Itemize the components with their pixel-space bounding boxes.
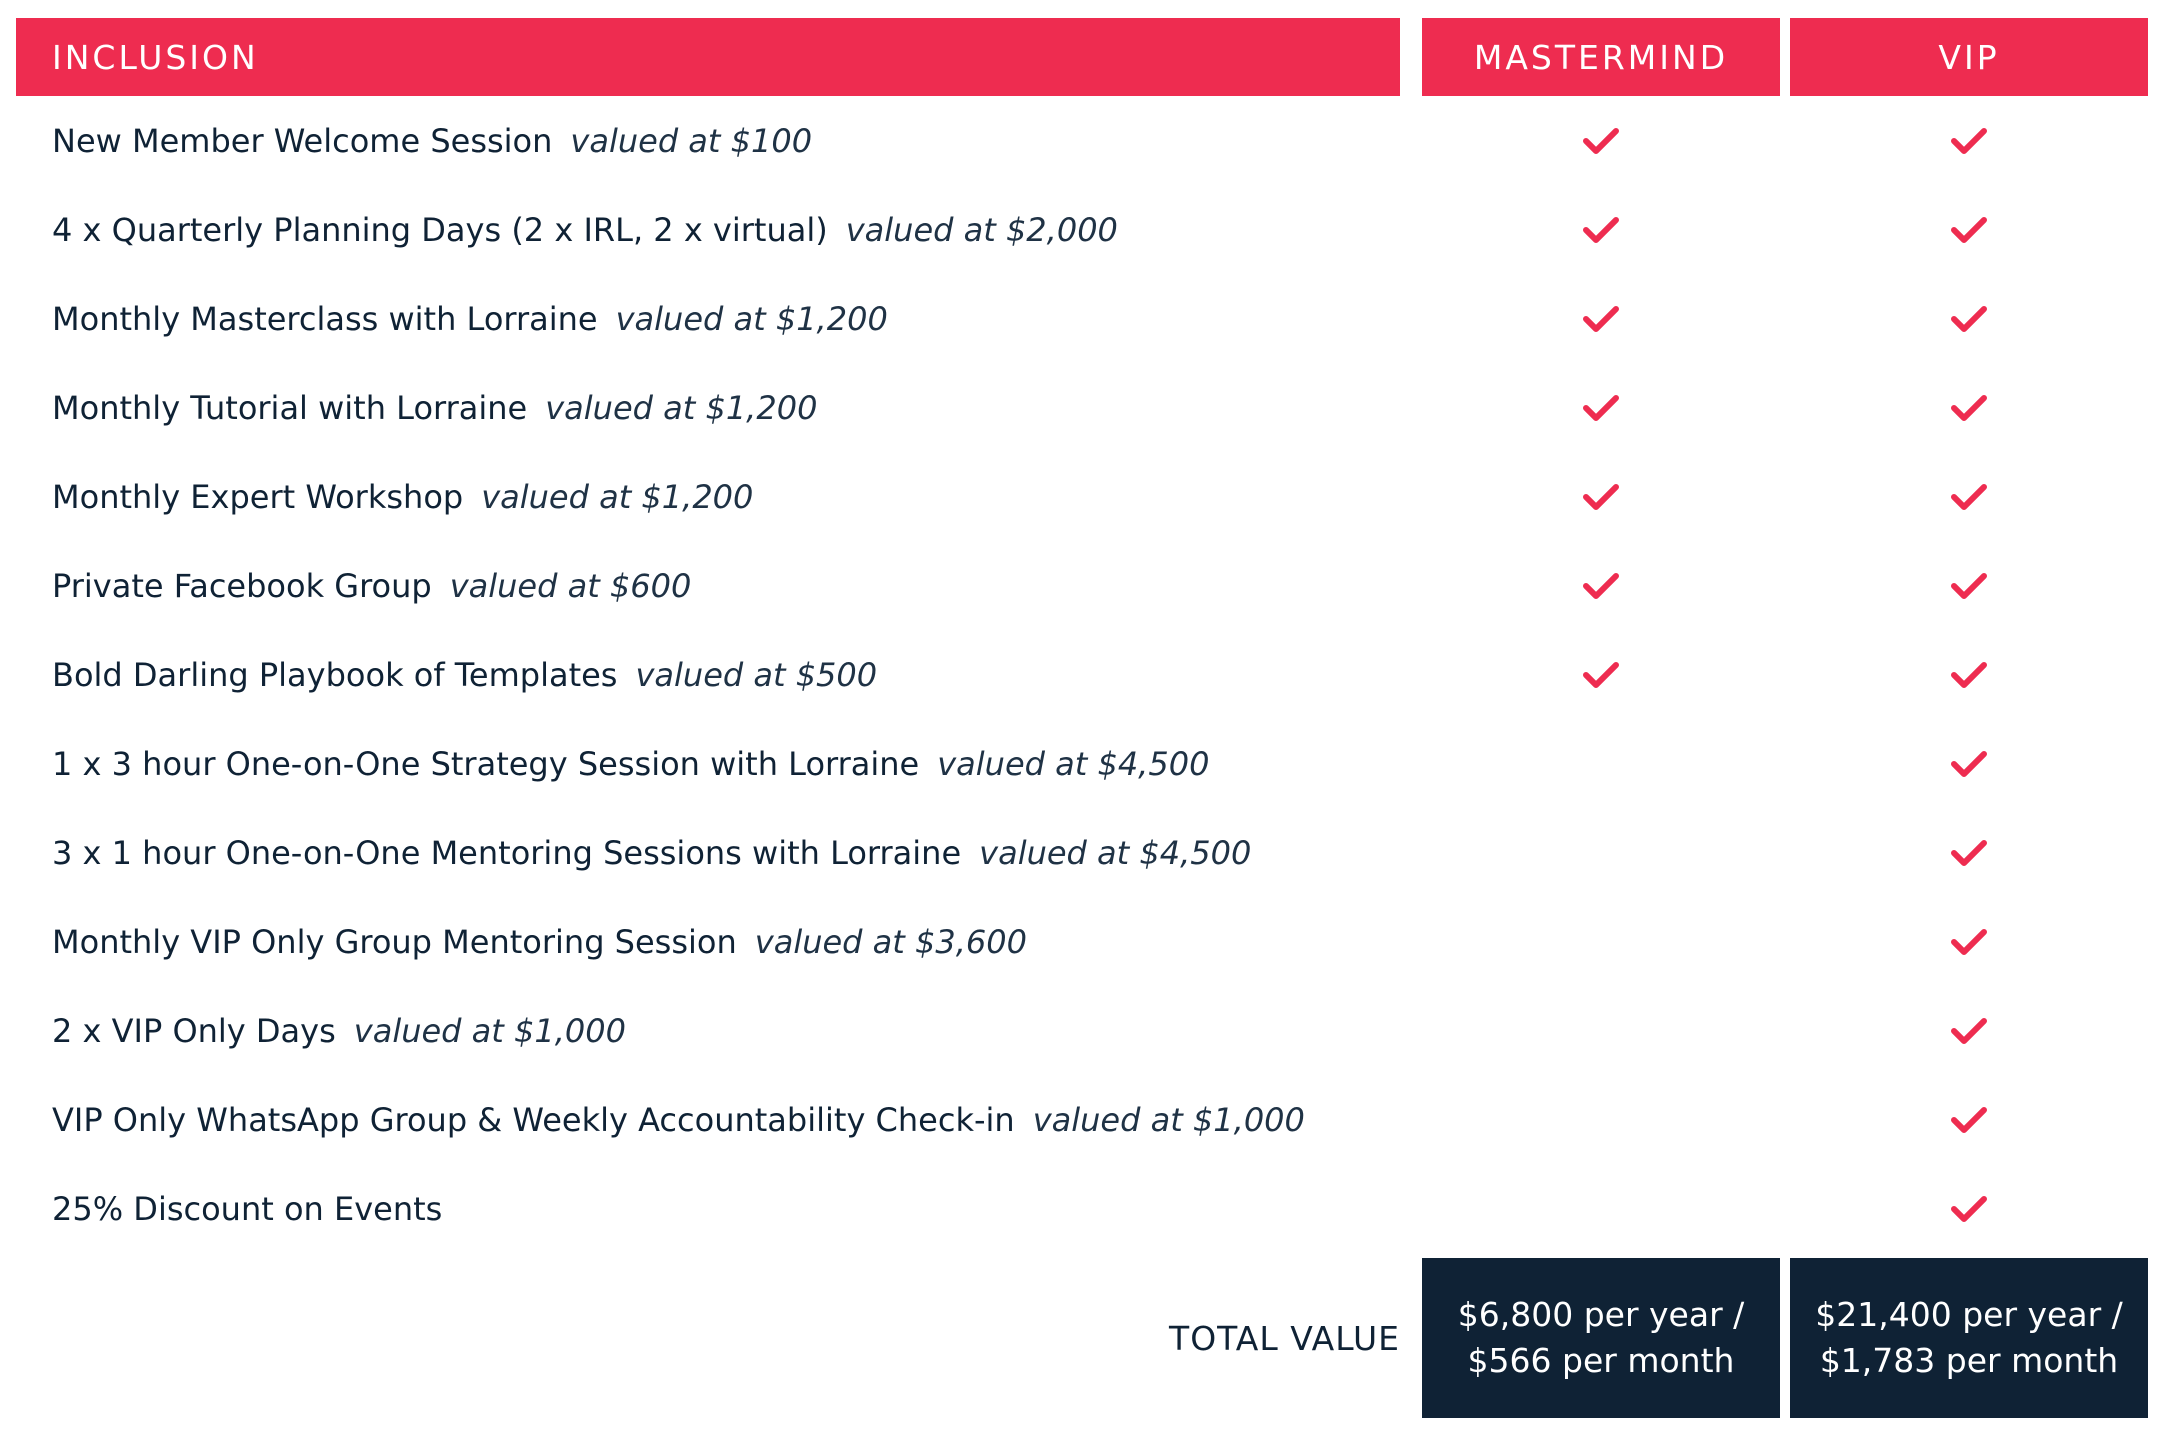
inclusion-value: valued at $1,000 [1032, 1100, 1305, 1139]
check-icon [1790, 96, 2148, 185]
mastermind-total [1422, 1258, 1780, 1418]
table-row [0, 185, 2164, 274]
check-icon [1422, 363, 1780, 452]
table-row [0, 986, 2164, 1075]
inclusion-value: valued at $500 [635, 655, 878, 694]
inclusion-value: valued at $4,500 [979, 833, 1252, 872]
inclusion-label [52, 185, 1118, 274]
inclusion-value: valued at $1,200 [481, 477, 754, 516]
inclusion-value: valued at $1,000 [353, 1011, 626, 1050]
table-row [0, 363, 2164, 452]
inclusion-label [52, 808, 1251, 897]
inclusion-value: valued at $4,500 [937, 744, 1210, 783]
inclusion-label [52, 363, 817, 452]
inclusion-label [52, 274, 888, 363]
check-icon [1790, 1075, 2148, 1164]
check-icon [1422, 185, 1780, 274]
mastermind-total-month: $566 per month [1467, 1341, 1735, 1380]
inclusion-value: valued at $1,200 [545, 388, 818, 427]
inclusion-value: valued at $600 [449, 566, 692, 605]
inclusion-name: Monthly Tutorial with Lorraine [52, 388, 528, 427]
table-row [0, 897, 2164, 986]
check-icon [1790, 808, 2148, 897]
table-row [0, 96, 2164, 185]
inclusion-value: valued at $2,000 [845, 210, 1118, 249]
inclusion-value: valued at $3,600 [754, 922, 1027, 961]
inclusion-value: valued at $1,200 [615, 299, 888, 338]
check-icon [1790, 986, 2148, 1075]
inclusion-value: valued at $100 [570, 121, 813, 160]
table-row [0, 630, 2164, 719]
inclusion-name: 3 x 1 hour One-on-One Mentoring Sessions with Lorraine [52, 833, 962, 872]
inclusion-name: Bold Darling Playbook of Templates [52, 655, 618, 694]
inclusion-label [52, 630, 877, 719]
table-row [0, 541, 2164, 630]
vip-total [1790, 1258, 2148, 1418]
check-icon [1790, 897, 2148, 986]
vip-total-month: $1,783 per month [1819, 1341, 2119, 1380]
inclusion-name: 25% Discount on Events [52, 1189, 443, 1228]
table-row [0, 1075, 2164, 1164]
inclusion-name: Private Facebook Group [52, 566, 432, 605]
table-row [0, 274, 2164, 363]
mastermind-total-year: $6,800 per year / [1457, 1295, 1745, 1334]
inclusion-name: Monthly Expert Workshop [52, 477, 464, 516]
check-icon [1422, 96, 1780, 185]
check-icon [1422, 630, 1780, 719]
check-icon [1790, 452, 2148, 541]
check-icon [1790, 1164, 2148, 1253]
check-icon [1790, 363, 2148, 452]
check-icon [1790, 719, 2148, 808]
header-vip: VIP [1790, 18, 2148, 96]
inclusion-label [52, 897, 1027, 986]
check-icon [1790, 541, 2148, 630]
table-row [0, 452, 2164, 541]
table-row [0, 808, 2164, 897]
table-row [0, 719, 2164, 808]
check-icon [1790, 630, 2148, 719]
inclusion-name: 2 x VIP Only Days [52, 1011, 336, 1050]
check-icon [1790, 274, 2148, 363]
check-icon [1422, 452, 1780, 541]
inclusion-rows [0, 96, 2164, 1253]
vip-total-year: $21,400 per year / [1815, 1295, 2123, 1334]
header-mastermind: MASTERMIND [1422, 18, 1780, 96]
inclusion-label [52, 986, 626, 1075]
inclusion-label [52, 96, 812, 185]
inclusion-label [52, 452, 753, 541]
check-icon [1790, 185, 2148, 274]
inclusion-label [52, 541, 691, 630]
check-icon [1422, 274, 1780, 363]
total-value-label: TOTAL VALUE [1169, 1318, 1400, 1358]
inclusion-name: 1 x 3 hour One-on-One Strategy Session with Lorraine [52, 744, 920, 783]
inclusion-name: 4 x Quarterly Planning Days (2 x IRL, 2 x virtual) [52, 210, 828, 249]
inclusion-name: New Member Welcome Session [52, 121, 553, 160]
check-icon [1422, 541, 1780, 630]
header-inclusion: INCLUSION [16, 18, 1400, 96]
inclusion-label [52, 1164, 442, 1253]
inclusion-name: VIP Only WhatsApp Group & Weekly Accountability Check-in [52, 1100, 1015, 1139]
inclusion-name: Monthly Masterclass with Lorraine [52, 299, 598, 338]
inclusion-label [52, 719, 1209, 808]
inclusion-name: Monthly VIP Only Group Mentoring Session [52, 922, 737, 961]
table-row [0, 1164, 2164, 1253]
inclusion-label [52, 1075, 1305, 1164]
